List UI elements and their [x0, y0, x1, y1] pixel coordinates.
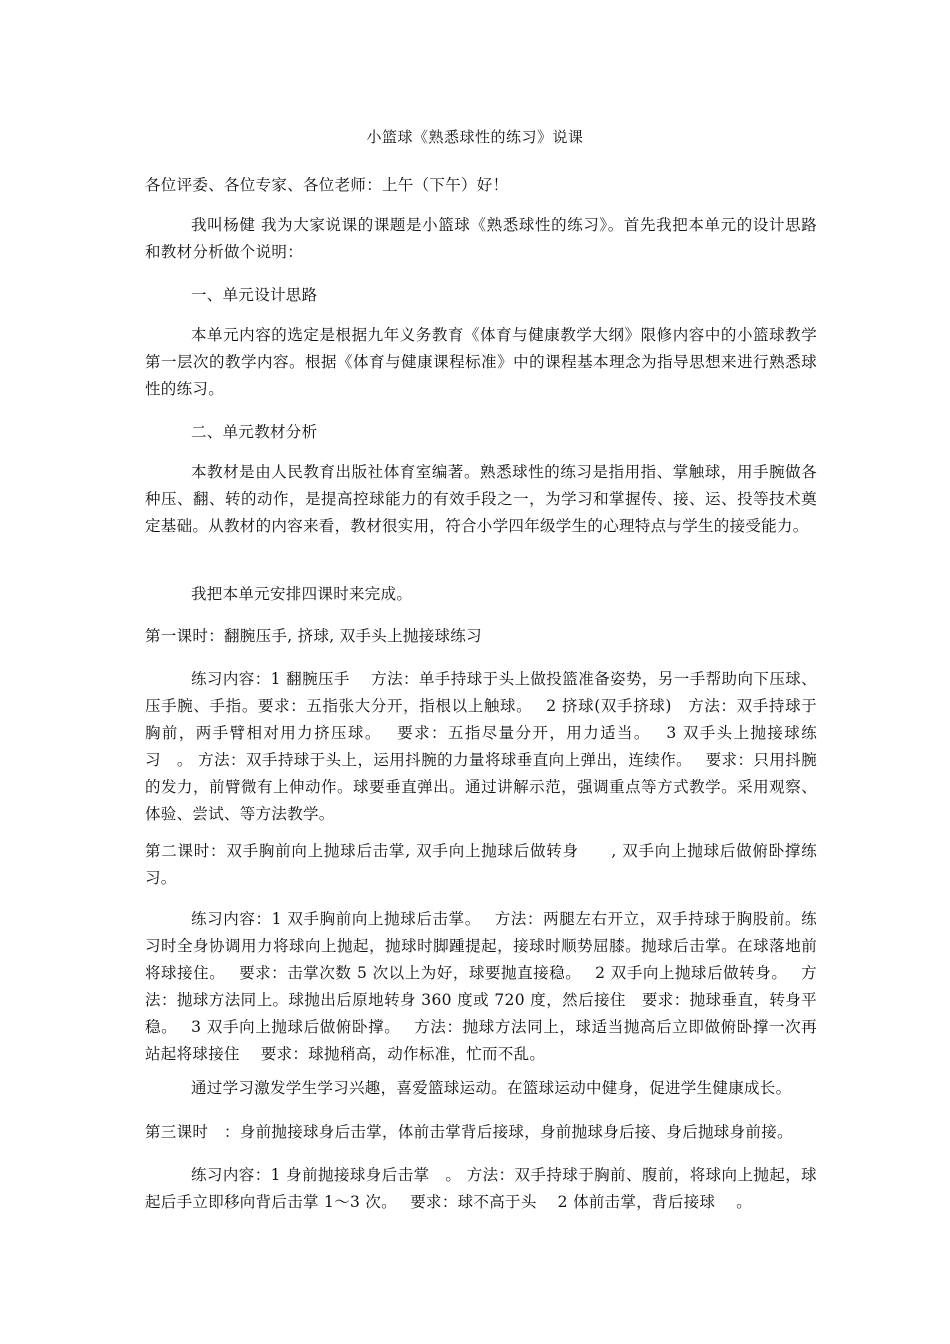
intro-paragraph: 我叫杨健 我为大家说课的课题是小篮球《熟悉球性的练习》。首先我把本单元的设计思路和教材分析做个说明： [145, 216, 817, 261]
lesson-one-content: 练习内容：1 翻腕压手 方法：单手持球于头上做投篮准备姿势，另一手帮助向下压球、压手腕、手指。要求：五指张大分开，指根以上触球。 2 挤球(双手挤球) 方法：双手持球于胸前，两手臂相对用力挤压球。 要求：五指尽量分开，用力适当。 3 双手头上抛接球练习 。 方法：双手持球于头上，运用抖腕的力量将球垂直向上弹出，连续作。 要求：只用抖腕的发力，前臂微有上伸动作。球要垂直弹出。通过讲解示范，强调重点等方式教学。采用观察、体验、尝试、等方法教学。 [145, 670, 817, 823]
analysis-paragraph: 本教材是由人民教育出版社体育室编著。熟悉球性的练习是指用指、掌触球，用手腕做各种压、翻、转的动作，是提高控球能力的有效手段之一，为学习和掌握传、接、运、投等技术奠定基础。从教材的内容来看，教材很实用，符合小学四年级学生的心理特点与学生的接受能力。 [145, 463, 817, 535]
lesson-two-summary: 通过学习激发学生学习兴趣，喜爱篮球运动。在篮球运动中健身，促进学生健康成长。 [191, 1079, 792, 1097]
schedule-paragraph: 我把本单元安排四课时来完成。 [191, 585, 413, 603]
section-heading-design: 一、单元设计思路 [191, 286, 318, 304]
lesson-two-content: 练习内容：1 双手胸前向上抛球后击掌。 方法：两腿左右开立，双手持球于胸股前。练习时全身协调用力将球向上抛起，抛球时脚踵提起，接球时顺势屈膝。抛球后击掌。在球落地前将球接住。 要求：击掌次数 5 次以上为好，球要抛直接稳。 2 双手向上抛球后做转身。 方法：抛球方法同上。球抛出后原地转身 360 度或 720 度，然后接住 要求：抛球垂直，转身平稳。 3 双手向上抛球后做俯卧撑。 方法：抛球方法同上，球适当抛高后立即做俯卧撑一次再站起将球接住 要求：球抛稍高，动作标准，忙而不乱。 [145, 910, 817, 1063]
lesson-one-heading: 第一课时：翻腕压手, 挤球, 双手头上抛接球练习 [145, 627, 482, 645]
lesson-three-content: 练习内容：1 身前抛接球身后击掌 。 方法：双手持球于胸前、腹前，将球向上抛起，球起后手立即移向背后击掌 1～3 次。 要求：球不高于头 2 体前击掌，背后接球 。 [145, 1166, 817, 1211]
section-heading-analysis: 二、单元教材分析 [191, 423, 318, 441]
document-title: 小篮球《熟悉球性的练习》说课 [366, 128, 584, 146]
lesson-two-heading: 第二课时：双手胸前向上抛球后击掌, 双手向上抛球后做转身 , 双手向上抛球后做俯卧撑练习。 [145, 842, 817, 887]
greeting-paragraph: 各位评委、各位专家、各位老师：上午（下午）好！ [145, 176, 509, 194]
lesson-three-heading: 第三课时 ：身前抛接球身后击掌，体前击掌背后接球，身前抛球身后接、身后抛球身前接。 [145, 1123, 793, 1141]
design-paragraph: 本单元内容的选定是根据九年义务教育《体育与健康教学大纲》限修内容中的小篮球教学第一层次的教学内容。根据《体育与健康课程标准》中的课程基本理念为指导思想来进行熟悉球性的练习。 [145, 326, 817, 398]
